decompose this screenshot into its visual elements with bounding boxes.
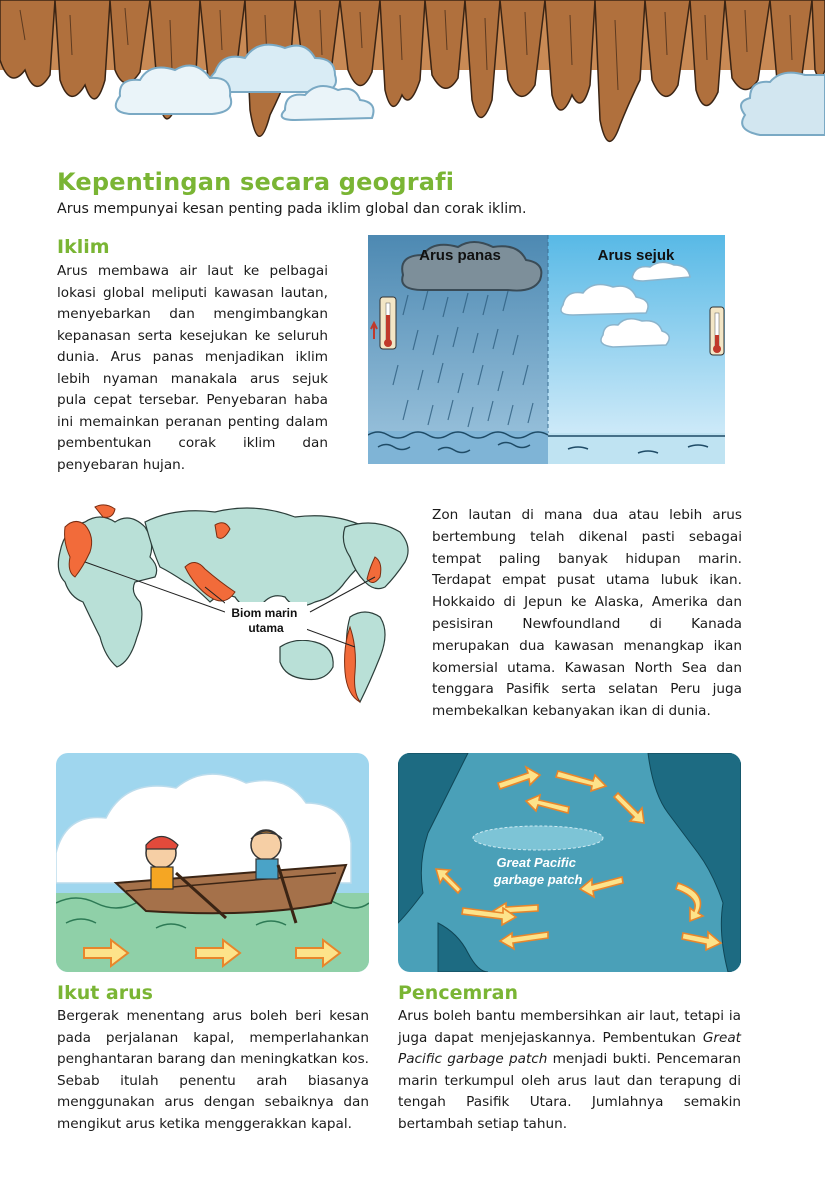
section-heading-pencemaran: Pencemran <box>398 982 519 1004</box>
pencemaran-body <box>398 1006 741 1135</box>
section-heading-ikut-arus: Ikut arus <box>57 982 153 1004</box>
marine-biome-label-text: Biom marin <box>231 606 298 620</box>
cold-current-label: Arus sejuk <box>597 247 675 264</box>
boat-illustration <box>56 753 369 972</box>
climate-illustration <box>368 235 725 464</box>
garbage-patch-map <box>398 753 741 972</box>
warm-current-label: Arus panas <box>419 247 501 264</box>
world-map <box>45 497 413 707</box>
header-banner <box>0 0 825 165</box>
section-heading-iklim: Iklim <box>57 236 110 258</box>
ikut-arus-body: Bergerak menentang arus boleh beri kesan pada perjalanan kapal, memperlahankan penghantaran barang dan meningkatkan kos. Sebab itulah penentu arah biasanya menggunakan arus dengan sebaiknya dan mengikut arus ketika menggerakkan kapal. <box>57 1008 369 1132</box>
pencemaran-body-italic: Great Pacific garbage patch <box>398 1029 741 1067</box>
marine-biome-label-line2: utama <box>248 621 284 635</box>
pencemaran-body-part2: menjadi bukti. Pencemaran marin terkumpul oleh arus laut dan terapung di tengah Pasifik Utara. Jumlahnya semakin bertambah setiap tahun. <box>398 1051 741 1132</box>
page-title: Kepentingan secara geografi <box>57 168 455 196</box>
marine-biome-body: Zon lautan di mana dua atau lebih arus bertembung telah dikenal pasti sebagai tempat paling banyak hidupan marin. Terdapat empat pusat utama lubuk ikan. Hokkaido di Jepun ke Alaska, Amerika dan pesisiran Newfoundland di Kanada merupakan dua kawasan menangkap ikan komersial utama. Kawasan North Sea dan tenggara Pasifik serta selatan Peru juga membekalkan kebanyakan ikan di dunia. <box>432 507 742 720</box>
garbage-patch-label-text: Great Pacific <box>496 855 576 870</box>
iklim-body: Arus membawa air laut ke pelbagai lokasi global meliputi kawasan lautan, menyebarkan dan mengimbangkan kepanasan serta kesejukan ke seluruh dunia. Arus panas menjadikan iklim lebih nyaman manakala arus sejuk pula cepat tersebar. Penyebaran haba ini memainkan peranan penting dalam pembentukan corak iklim dan penyebaran hujan. <box>57 263 328 473</box>
garbage-patch-label-line2: garbage patch <box>493 872 583 887</box>
intro-text: Arus mempunyai kesan penting pada iklim global dan corak iklim. <box>57 201 527 217</box>
pencemaran-body-part1: Arus boleh bantu membersihkan air laut, tetapi ia juga dapat menjejaskannya. Pembentukan <box>398 1008 741 1046</box>
